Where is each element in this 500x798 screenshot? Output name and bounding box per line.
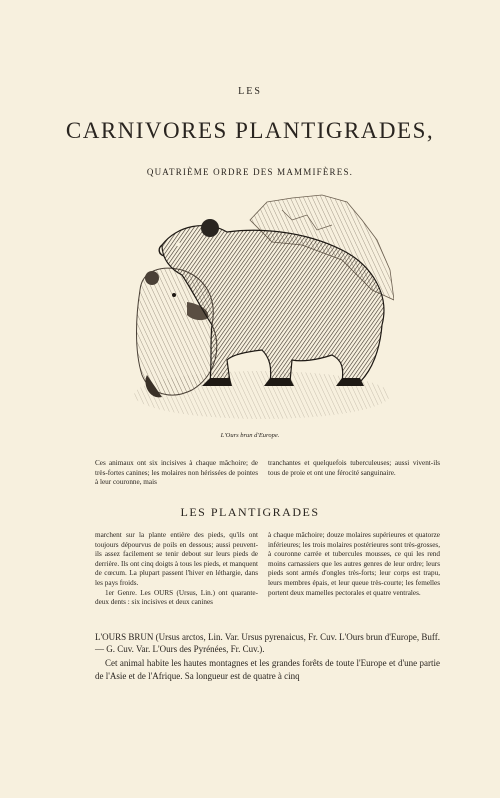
page-title: CARNIVORES PLANTIGRADES,: [65, 118, 435, 143]
intro-right-column: tranchantes et quelquefois tuberculeuses; aussi vivent-ils tous de proie et ont une férocité sanguinaire.: [268, 459, 440, 477]
page-subtitle: QUATRIÈME ORDRE DES MAMMIFÈRES.: [146, 167, 354, 177]
pre-title: LES: [238, 86, 262, 97]
figure-caption: L'Ours brun d'Europe.: [220, 432, 280, 439]
species-heading: L'OURS BRUN (Ursus arctos, Lin. Var. Ursus pyrenaicus, Fr. Cuv. L'Ours brun d'Europe, Buff. — G. Cuv. Var. L'Ours des Pyrénées, Fr. Cuv.).: [95, 632, 440, 654]
body-left-paragraph-1: marchent sur la plante entière des pieds, qu'ils ont toujours dépourvus de poils en dessous; aussi peuvent-ils assez facilement se tenir debout sur leurs pieds de derrière. Ils ont cinq doigts à tous les pieds, et manquent de cœcum. La plupart passent l'hiver en léthargie, dans les pays froids.: [95, 531, 258, 587]
body-left-column: [95, 531, 258, 608]
intro-left-column: Ces animaux ont six incisives à chaque mâchoire; de très-fortes canines; les molaires non hérissées de pointes à leur couronne, mais: [95, 459, 258, 487]
section-title: LES PLANTIGRADES: [180, 505, 320, 519]
body-right-column: à chaque mâchoire; douze molaires supérieures et quatorze inférieures; les trois molaires postérieures sont très-grosses, à couronne carrée et tubercules mousses, ce qui les rend moins carnassiers que les autres genres de leur ordre; leurs pieds sont armés d'ongles très-forts; leur corps est trapu, leurs membres épais, et leur queue très-courte; les femelles portent deux mamelles pectorales et quatre ventrales.: [268, 531, 440, 597]
body-left-paragraph-2: 1er Genre. Les OURS (Ursus, Lin.) ont quarante-deux dents : six incisives et deux canines: [95, 588, 258, 607]
brown-bear-engraving: [132, 190, 394, 424]
species-description: Cet animal habite les hautes montagnes et les grandes forêts de toute l'Europe et d'une partie de l'Asie et de l'Afrique. Sa longueur est de quatre à cinq: [95, 658, 440, 681]
